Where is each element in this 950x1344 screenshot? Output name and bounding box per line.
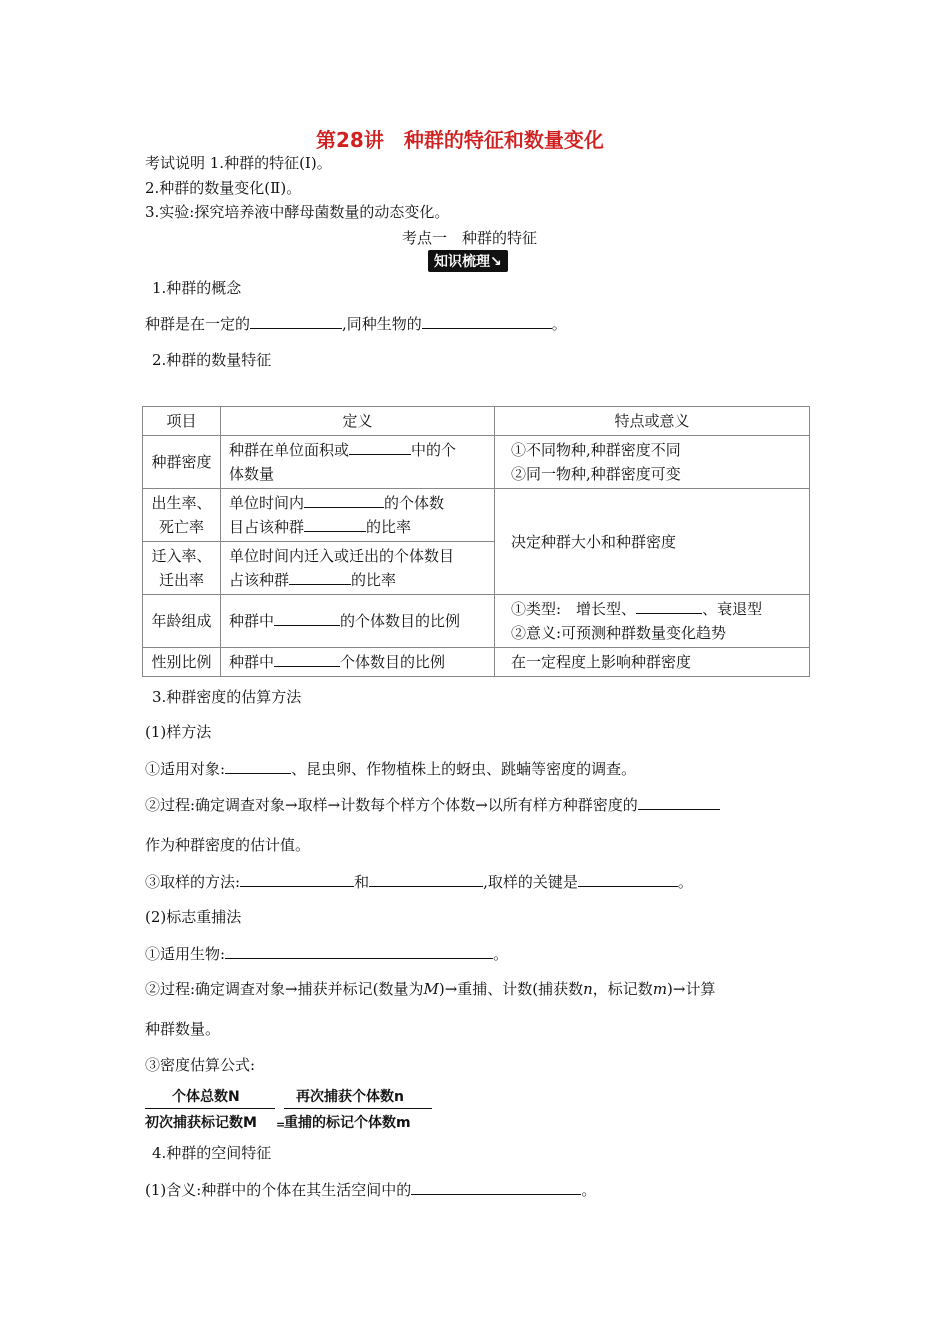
blank[interactable]	[304, 517, 366, 532]
table-row	[143, 595, 810, 648]
formula-equals: =	[276, 1118, 286, 1131]
line-text: ①适用对象:	[145, 760, 226, 778]
table-header-row	[143, 407, 810, 436]
line-text: ①适用生物:	[145, 945, 226, 963]
cell-text: ①不同物种,种群密度不同	[511, 441, 681, 459]
s4-line1	[145, 1180, 596, 1200]
blank[interactable]	[578, 872, 678, 887]
exam-note-2: 2.种群的数量变化(Ⅱ)。	[145, 179, 302, 197]
table-header-cell: 特点或意义	[495, 407, 810, 436]
line-text: 和	[354, 873, 370, 891]
var-n: n	[583, 980, 593, 998]
s3-line6: ③密度估算公式:	[145, 1056, 256, 1074]
cell-text: 目占该种群	[229, 518, 305, 536]
blank[interactable]	[369, 872, 483, 887]
line-text: 、昆虫卵、作物植株上的蚜虫、跳蝻等密度的调查。	[291, 760, 637, 778]
s3-sub1: (1)样方法	[145, 723, 212, 741]
s3-line4	[145, 944, 508, 964]
s1-text-b: ,同种生物的	[342, 315, 422, 333]
cell-text: 、衰退型	[702, 600, 763, 618]
formula-denominator-right: 重捕的标记个体数m	[284, 1115, 411, 1131]
table-header-cell: 定义	[221, 407, 495, 436]
cell-text: 的比率	[351, 571, 397, 589]
cell-text: 迁入率、	[151, 547, 212, 565]
line-text: ②过程:确定调查对象→取样→计数每个样方个体数→以所有样方种群密度的	[145, 796, 638, 814]
cell-text: 死亡率	[158, 518, 204, 536]
line-text: ③取样的方法:	[145, 873, 241, 891]
cell-text: 中的个	[411, 441, 457, 459]
page-title: 第28讲 种群的特征和数量变化	[316, 128, 604, 152]
blank[interactable]	[225, 759, 291, 774]
cell-text: 单位时间内迁入或迁出的个体数目	[229, 547, 455, 565]
cell-text: ②同一物种,种群密度可变	[511, 465, 681, 483]
cell-text: 单位时间内	[229, 494, 305, 512]
s3-heading: 3.种群密度的估算方法	[152, 688, 302, 706]
s3-line3	[145, 872, 693, 892]
formula-denominator-left: 初次捕获标记数M	[145, 1115, 257, 1131]
table-cell: 决定种群大小和种群密度	[495, 489, 810, 595]
knowledge-badge: 知识梳理↘	[428, 250, 508, 272]
line-text: )→重捕、计数(捕获数	[438, 980, 584, 998]
table-row	[143, 489, 810, 542]
cell-text: 种群中	[229, 653, 275, 671]
blank[interactable]	[240, 872, 354, 887]
cell-text: 种群在单位面积或	[229, 441, 350, 459]
table-header-cell: 项目	[143, 407, 221, 436]
exam-note-1: 考试说明 1.种群的特征(Ⅰ)。	[145, 154, 332, 172]
table-cell	[495, 436, 810, 489]
line-text: 。	[581, 1181, 597, 1199]
line-text: 。	[493, 945, 509, 963]
s2-heading: 2.种群的数量特征	[152, 351, 272, 369]
blank[interactable]	[411, 1180, 581, 1195]
cell-text: 的个体数	[384, 494, 445, 512]
s3-line5b: 种群数量。	[145, 1020, 221, 1038]
s1-text-c: 。	[551, 315, 567, 333]
s3-sub2: (2)标志重捕法	[145, 908, 242, 926]
cell-text: 的个体数目的比例	[340, 612, 461, 630]
blank[interactable]	[274, 611, 340, 626]
blank[interactable]	[289, 570, 351, 585]
blank[interactable]	[349, 440, 411, 455]
blank[interactable]	[638, 795, 720, 810]
cell-text: 个体数目的比例	[340, 653, 446, 671]
table-cell	[221, 489, 495, 542]
exam-note-3: 3.实验:探究培养液中酵母菌数量的动态变化。	[145, 203, 450, 221]
formula-numerator-left: 个体总数N	[172, 1089, 240, 1105]
line-text: )→计算	[667, 980, 716, 998]
table-row	[143, 436, 810, 489]
s3-line1	[145, 759, 636, 779]
fraction-bar-left	[145, 1108, 275, 1109]
blank[interactable]	[274, 652, 340, 667]
s1-sentence	[145, 314, 567, 334]
table-cell	[143, 542, 221, 595]
table-cell	[221, 648, 495, 677]
formula-numerator-right: 再次捕获个体数n	[296, 1089, 404, 1105]
cell-text: 体数量	[229, 465, 275, 483]
fraction-bar-right	[284, 1108, 432, 1109]
s3-line2	[145, 795, 720, 815]
line-text: ②过程:确定调查对象→捕获并标记(数量为	[145, 980, 424, 998]
table-cell	[221, 436, 495, 489]
cell-text: 种群中	[229, 612, 275, 630]
table-cell: 在一定程度上影响种群密度	[495, 648, 810, 677]
table-cell	[221, 595, 495, 648]
line-text: 。	[677, 873, 693, 891]
cell-text: 的比率	[366, 518, 412, 536]
s3-line5	[145, 979, 715, 999]
cell-text: 占该种群	[229, 571, 290, 589]
cell-text: 出生率、	[151, 494, 212, 512]
section-title: 考点一 种群的特征	[402, 229, 538, 247]
blank[interactable]	[250, 314, 342, 329]
line-text: ，标记数	[592, 980, 653, 998]
var-m: m	[652, 980, 668, 998]
cell-text: 迁出率	[158, 571, 204, 589]
quantity-features-table	[142, 406, 810, 677]
line-text: ,取样的关键是	[483, 873, 578, 891]
var-M: M	[423, 980, 439, 998]
table-cell: 种群密度	[143, 436, 221, 489]
table-cell	[221, 542, 495, 595]
line-text: (1)含义:种群中的个体在其生活空间中的	[145, 1181, 412, 1199]
blank[interactable]	[636, 599, 702, 614]
s3-line2b: 作为种群密度的估计值。	[145, 836, 311, 854]
table-cell: 年龄组成	[143, 595, 221, 648]
s1-text-a: 种群是在一定的	[145, 315, 251, 333]
table-cell: 性别比例	[143, 648, 221, 677]
blank[interactable]	[225, 944, 493, 959]
table-row	[143, 648, 810, 677]
table-cell	[143, 489, 221, 542]
table-cell	[495, 595, 810, 648]
blank[interactable]	[304, 493, 384, 508]
s1-heading: 1.种群的概念	[152, 279, 242, 297]
s4-heading: 4.种群的空间特征	[152, 1144, 272, 1162]
cell-text: ②意义:可预测种群数量变化趋势	[511, 624, 727, 642]
cell-text: ①类型: 增长型、	[511, 600, 637, 618]
blank[interactable]	[422, 314, 552, 329]
